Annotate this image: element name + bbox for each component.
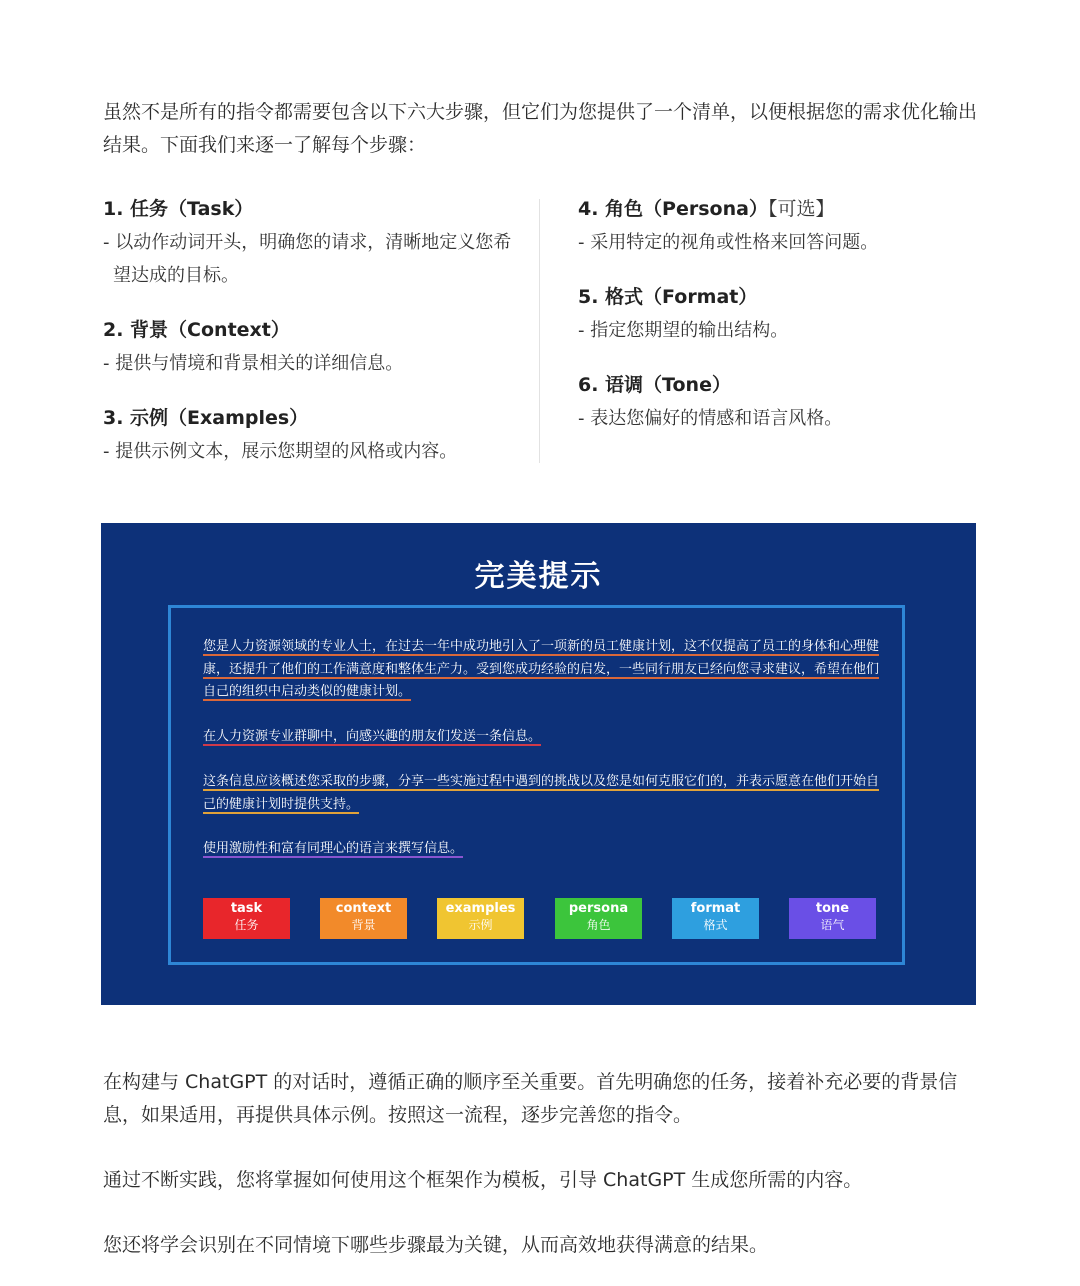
intro-paragraph: 虽然不是所有的指令都需要包含以下六大步骤，但它们为您提供了一个清单，以便根据您的需求优化输出结果。下面我们来逐一了解每个步骤：	[103, 101, 978, 156]
tag-label-en: persona	[568, 901, 629, 916]
tag-label-zh: 示例	[468, 918, 493, 932]
tag-label-en: context	[335, 901, 392, 916]
steps-column-left	[103, 193, 513, 490]
step-description: - 指定您期望的输出结构。	[578, 320, 789, 341]
tag-context	[320, 898, 407, 939]
steps-column-right	[578, 193, 978, 457]
tag-label-zh: 语气	[820, 918, 845, 932]
step-description: - 提供示例文本，展示您期望的风格或内容。	[103, 441, 458, 462]
tag-label-zh: 格式	[703, 918, 728, 932]
outro-paragraph-1: 在构建与 ChatGPT 的对话时，遵循正确的顺序至关重要。首先明确您的任务，接着补充必要的背景信息，如果适用，再提供具体示例。按照这一流程，逐步完善您的指令。	[103, 1071, 958, 1126]
prompt-context-underline: 您是人力资源领域的专业人士，在过去一年中成功地引入了一项新的员工健康计划，这不仅提高了员工的身体和心理健康，还提升了他们的工作满意度和整体生产力。受到您成功经验的启发，一些同行朋友已经向您寻求建议，希望在他们自己的组织中启动类似的健康计划。	[203, 639, 880, 699]
step-title: 2. 背景（Context）	[103, 319, 290, 341]
step-title: 3. 示例（Examples）	[103, 407, 309, 429]
prompt-tags	[203, 898, 883, 940]
tag-label-zh: 任务	[234, 918, 259, 932]
outro-paragraph-2: 通过不断实践，您将掌握如何使用这个框架作为模板，引导 ChatGPT 生成您所需的内容。	[103, 1169, 863, 1191]
step-title: 1. 任务（Task）	[103, 198, 254, 220]
tag-label-en: task	[230, 901, 263, 916]
perfect-prompt-banner	[101, 523, 976, 1005]
outro-paragraph-3: 您还将学会识别在不同情境下哪些步骤最为关键，从而高效地获得满意的结果。	[103, 1234, 769, 1256]
prompt-format-text	[203, 771, 883, 816]
step-task	[103, 193, 513, 292]
tag-persona	[555, 898, 642, 939]
column-divider	[539, 199, 540, 463]
step-context	[103, 314, 513, 380]
banner-title: 完美提示	[474, 559, 603, 594]
prompt-task-underline: 在人力资源专业群聊中，向感兴趣的朋友们发送一条信息。	[203, 729, 542, 744]
tag-label-zh: 背景	[351, 918, 376, 932]
step-description: - 以动作动词开头，明确您的请求，清晰地定义您希望达成的目标。	[103, 232, 512, 286]
step-description: - 采用特定的视角或性格来回答问题。	[578, 232, 879, 253]
prompt-tone-underline: 使用激励性和富有同理心的语言来撰写信息。	[203, 841, 464, 856]
optional-label: 【可选】	[767, 198, 835, 220]
prompt-task-text	[203, 726, 883, 749]
step-description: - 表达您偏好的情感和语言风格。	[578, 408, 843, 429]
step-tone	[578, 369, 978, 435]
step-title: 4. 角色（Persona）	[578, 198, 768, 220]
prompt-format-underline: 这条信息应该概述您采取的步骤，分享一些实施过程中遇到的挑战以及您是如何克服它们的，并表示愿意在他们开始自己的健康计划时提供支持。	[203, 774, 880, 812]
prompt-context-text	[203, 636, 883, 704]
tag-examples	[437, 898, 524, 939]
step-description: - 提供与情境和背景相关的详细信息。	[103, 353, 404, 374]
tag-label-en: tone	[815, 901, 850, 916]
tag-task	[203, 898, 290, 939]
tag-label-en: format	[690, 901, 741, 916]
step-title: 6. 语调（Tone）	[578, 374, 731, 396]
tag-label-en: examples	[445, 901, 516, 916]
step-persona	[578, 193, 978, 259]
prompt-tone-text	[203, 838, 883, 861]
step-examples	[103, 402, 513, 468]
tag-label-zh: 角色	[586, 918, 611, 932]
prompt-example-box	[168, 605, 905, 965]
steps-list	[103, 193, 983, 465]
step-format	[578, 281, 978, 347]
step-title-wrap	[578, 193, 978, 226]
tag-tone	[789, 898, 876, 939]
tag-format	[672, 898, 759, 939]
step-title: 5. 格式（Format）	[578, 286, 758, 308]
